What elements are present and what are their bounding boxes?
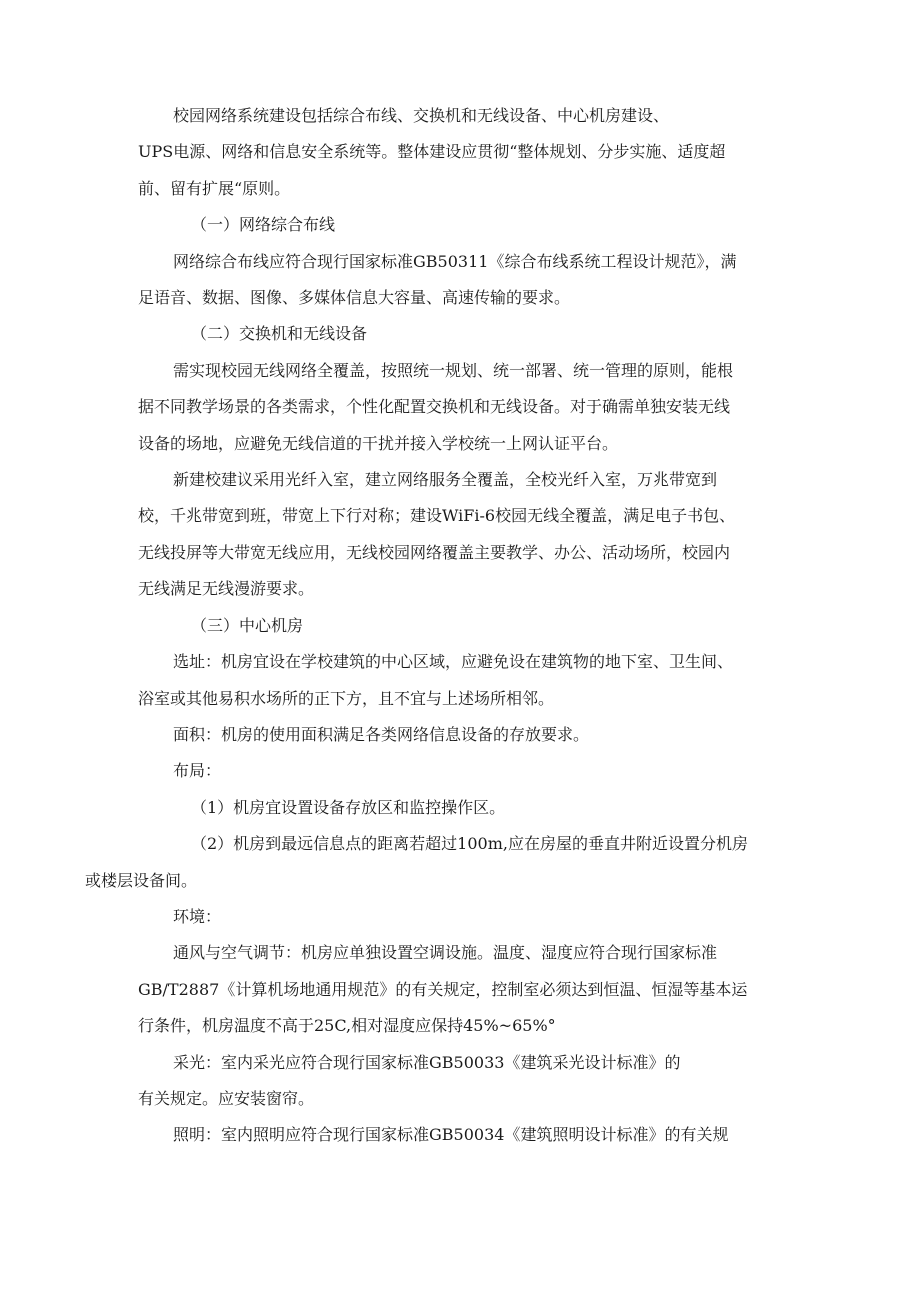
paragraph-area: 面积：机房的使用面积满足各类网络信息设备的存放要求。 <box>173 724 590 744</box>
text-line: 采光：室内采光应符合现行国家标准GB50033《建筑采光设计标准》的 <box>173 1052 681 1072</box>
text-line: 通风与空气调节：机房应单独设置空调设施。温度、湿度应符合现行国家标准 <box>173 943 718 963</box>
paragraph-wireless <box>138 353 788 462</box>
paragraph-environment-label: 环境： <box>173 906 222 926</box>
text-line: 浴室或其他易积水场所的正下方，且不宜与上述场所相邻。 <box>138 688 555 708</box>
text-line: 新建校建议采用光纤入室，建立网络服务全覆盖，全校光纤入室，万兆带宽到 <box>173 470 718 490</box>
paragraph-ventilation <box>138 935 788 1044</box>
text-line: 足语音、数据、图像、多媒体信息大容量、高速传输的要求。 <box>138 288 571 308</box>
paragraph-lighting-natural <box>138 1045 788 1118</box>
section-heading-server-room: （三）中心机房 <box>191 615 304 635</box>
text-line: 有关规定。应安装窗帘。 <box>138 1088 315 1108</box>
section-heading-switches: （二）交换机和无线设备 <box>191 324 368 344</box>
text-line: UPS电源、网络和信息安全系统等。整体建设应贯彻“整体规划、分步实施、适度超 <box>138 142 726 162</box>
list-item-layout-2 <box>85 826 788 899</box>
text-line: 网络综合布线应符合现行国家标准GB50311《综合布线系统工程设计规范》，满 <box>173 251 737 271</box>
text-line: 设备的场地，应避免无线信道的干扰并接入学校统一上网认证平台。 <box>138 433 619 453</box>
paragraph-lighting-artificial <box>138 1117 788 1153</box>
text-line: 无线投屏等大带宽无线应用，无线校园网络覆盖主要教学、办公、活动场所，校园内 <box>138 542 731 562</box>
document-body <box>85 98 788 1154</box>
text-line: GB/T2887《计算机场地通用规范》的有关规定，控制室必须达到恒温、恒湿等基本运 <box>138 979 748 999</box>
text-line: 照明：室内照明应符合现行国家标准GB50034《建筑照明设计标准》的有关规 <box>173 1125 729 1145</box>
paragraph-location <box>138 644 788 717</box>
text-line: 无线满足无线漫游要求。 <box>138 579 315 599</box>
paragraph-layout-label: 布局： <box>173 761 222 781</box>
paragraph-fiber <box>138 462 788 608</box>
text-line: 前、留有扩展“原则。 <box>138 178 291 198</box>
section-heading-cabling: （一）网络综合布线 <box>191 215 336 235</box>
text-line: 据不同教学场景的各类需求，个性化配置交换机和无线设备。对于确需单独安装无线 <box>138 397 731 417</box>
text-line: 或楼层设备间。 <box>85 870 198 890</box>
paragraph-overview <box>138 98 788 207</box>
text-line: 校，千兆带宽到班，带宽上下行对称；建设WiFi-6校园无线全覆盖，满足电子书包、 <box>138 506 736 526</box>
text-line: 校园网络系统建设包括综合布线、交换机和无线设备、中心机房建设、 <box>173 106 670 125</box>
text-line: 需实现校园无线网络全覆盖，按照统一规划、统一部署、统一管理的原则，能根 <box>173 360 734 380</box>
paragraph-cabling <box>138 244 788 317</box>
list-item-layout-1: （1）机房宜设置设备存放区和监控操作区。 <box>191 797 506 817</box>
text-line: 行条件，机房温度不高于25C,相对湿度应保持45%~65%° <box>138 1016 556 1036</box>
text-line: 选址：机房宜设在学校建筑的中心区域，应避免设在建筑物的地下室、卫生间、 <box>173 652 734 672</box>
text-line: （2）机房到最远信息点的距离若超过100m,应在房屋的垂直井附近设置分机房 <box>191 834 748 854</box>
